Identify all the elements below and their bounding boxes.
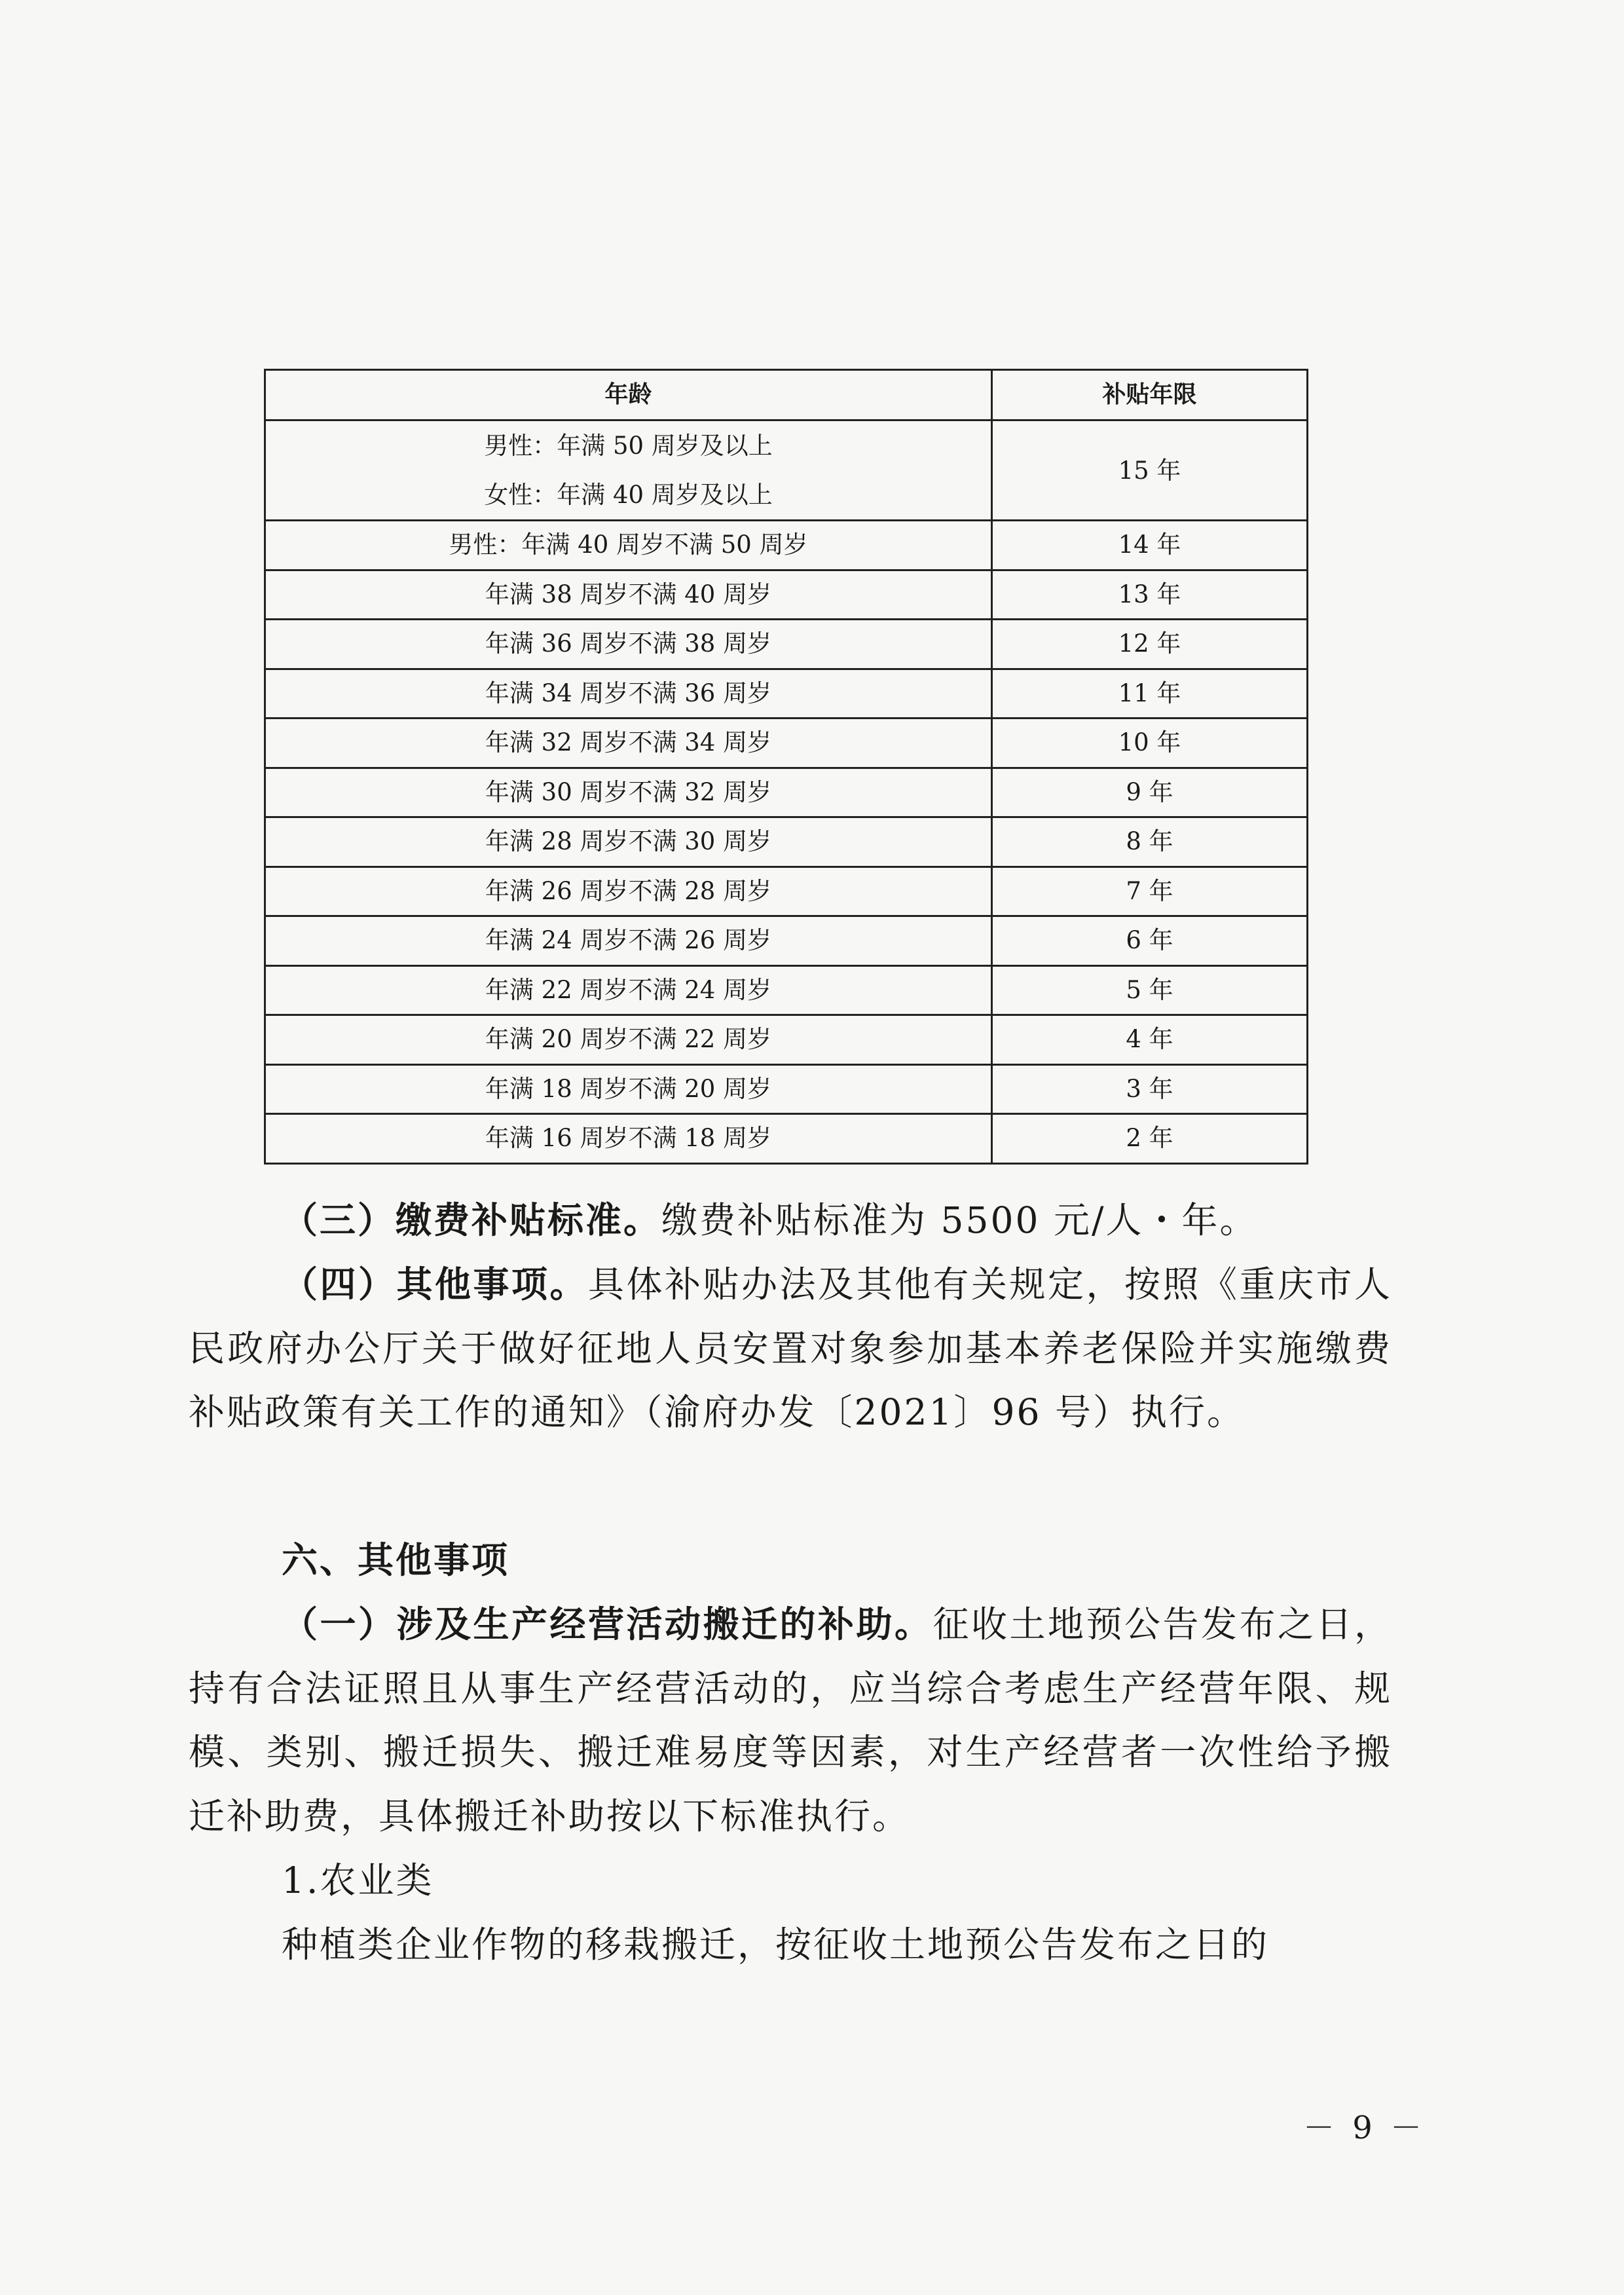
heading-section-6: 六、其他事项 [282, 1539, 510, 1581]
table-row [265, 570, 1308, 620]
years-cell: 6 年 [992, 916, 1308, 966]
subsidy-years-table [264, 369, 1308, 1165]
table-row [265, 521, 1308, 570]
age-cell: 年满 16 周岁不满 18 周岁 [265, 1114, 992, 1164]
age-cell: 年满 20 周岁不满 22 周岁 [265, 1015, 992, 1065]
header-years: 补贴年限 [992, 370, 1308, 420]
years-cell: 8 年 [992, 817, 1308, 867]
paragraph-section-6-1 [189, 1593, 1392, 1848]
table-row [265, 1015, 1308, 1065]
age-cell: 年满 24 周岁不满 26 周岁 [265, 916, 992, 966]
years-cell: 14 年 [992, 521, 1308, 570]
paragraph-section-4 [189, 1253, 1392, 1445]
age-cell: 年满 22 周岁不满 24 周岁 [265, 965, 992, 1015]
years-cell: 2 年 [992, 1114, 1308, 1164]
table-row [265, 867, 1308, 916]
age-cell [265, 420, 992, 521]
age-line-female: 女性：年满 40 周岁及以上 [484, 481, 773, 509]
table-row [265, 1114, 1308, 1164]
years-cell: 12 年 [992, 620, 1308, 669]
age-cell: 年满 34 周岁不满 36 周岁 [265, 669, 992, 718]
years-cell: 4 年 [992, 1015, 1308, 1065]
years-cell: 13 年 [992, 570, 1308, 620]
years-cell: 3 年 [992, 1064, 1308, 1114]
page-number: － 9 － [1303, 2110, 1426, 2146]
section-4-text: 具体补贴办法及其他有关规定，按照《重庆市人民政府办公厅关于做好征地人员安置对象参加基本养老保险并实施缴费补贴政策有关工作的通知》（渝府办发〔2021〕96 号）执行。 [189, 1263, 1392, 1433]
paragraph-section-3 [189, 1189, 1392, 1253]
table-row [265, 916, 1308, 966]
table-row [265, 965, 1308, 1015]
table-row [265, 817, 1308, 867]
item-1-title: 1.农业类 [282, 1859, 434, 1901]
item-1-text: 种植类企业作物的移栽搬迁，按征收土地预公告发布之日的 [282, 1924, 1270, 1966]
age-line-male: 男性：年满 50 周岁及以上 [484, 432, 773, 460]
section-6-1-title: （一）涉及生产经营活动搬迁的补助。 [282, 1603, 933, 1645]
years-cell: 10 年 [992, 718, 1308, 768]
age-cell: 年满 26 周岁不满 28 周岁 [265, 867, 992, 916]
section-6-1-text: 征收土地预公告发布之日，持有合法证照且从事生产经营活动的，应当综合考虑生产经营年限、规模、类别、搬迁损失、搬迁难易度等因素，对生产经营者一次性给予搬迁补助费，具体搬迁补助按以下标准执行。 [189, 1603, 1392, 1837]
age-cell: 年满 28 周岁不满 30 周岁 [265, 817, 992, 867]
table-row [265, 1064, 1308, 1114]
table-row [265, 669, 1308, 718]
age-cell: 年满 38 周岁不满 40 周岁 [265, 570, 992, 620]
age-cell: 年满 30 周岁不满 32 周岁 [265, 768, 992, 817]
age-cell: 年满 36 周岁不满 38 周岁 [265, 620, 992, 669]
age-cell: 年满 18 周岁不满 20 周岁 [265, 1064, 992, 1114]
table-row [265, 718, 1308, 768]
table-row [265, 620, 1308, 669]
years-cell: 11 年 [992, 669, 1308, 718]
table-header-row [265, 370, 1308, 420]
table-row [265, 420, 1308, 521]
header-age: 年龄 [265, 370, 992, 420]
section-4-title: （四）其他事项。 [282, 1263, 588, 1305]
section-3-title: （三）缴费补贴标准。 [282, 1199, 662, 1241]
age-cell: 男性：年满 40 周岁不满 50 周岁 [265, 521, 992, 570]
age-cell: 年满 32 周岁不满 34 周岁 [265, 718, 992, 768]
years-cell: 15 年 [992, 420, 1308, 521]
years-cell: 9 年 [992, 768, 1308, 817]
table-row [265, 768, 1308, 817]
years-cell: 7 年 [992, 867, 1308, 916]
years-cell: 5 年 [992, 965, 1308, 1015]
section-3-text: 缴费补贴标准为 5500 元/人・年。 [661, 1199, 1258, 1241]
